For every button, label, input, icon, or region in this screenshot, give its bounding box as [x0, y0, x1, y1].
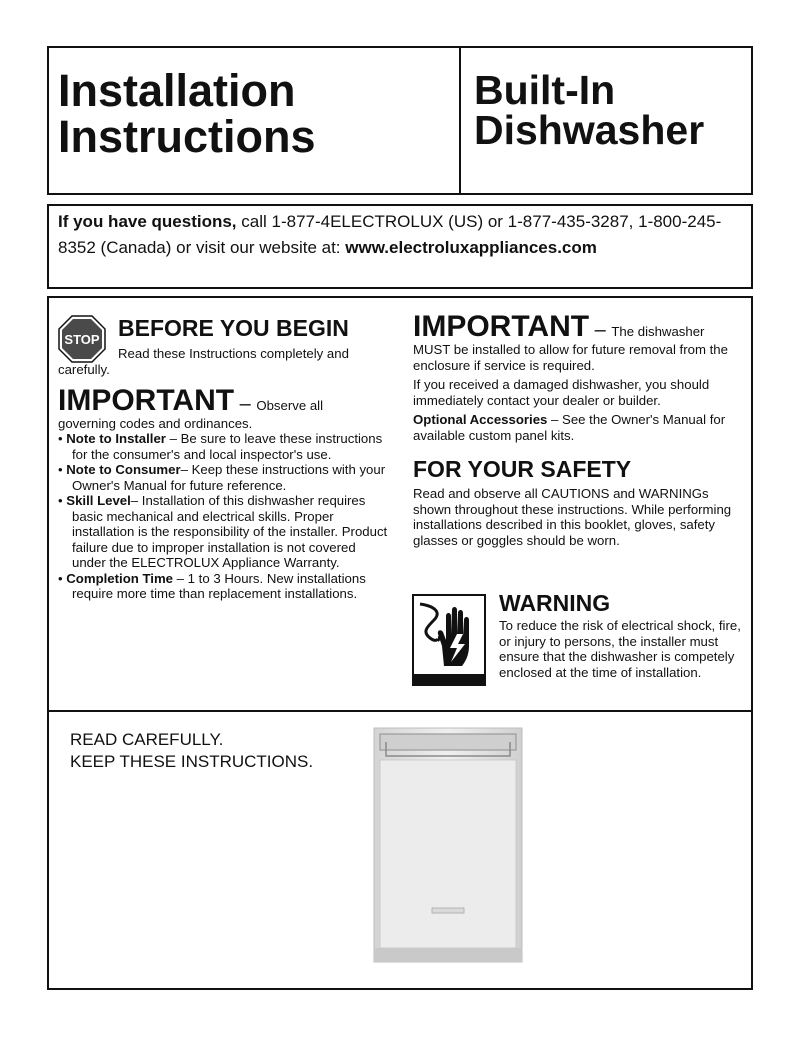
- keep-line: KEEP THESE INSTRUCTIONS.: [70, 752, 314, 771]
- list-item-label: Skill Level: [66, 493, 131, 508]
- keep-line: READ CAREFULLY.: [70, 730, 224, 749]
- before-you-begin-heading: BEFORE YOU BEGIN: [118, 315, 349, 341]
- before-you-begin-text: [58, 346, 388, 377]
- contact-text: call 1-877-4ELECTROLUX (US) or 1-877-435-3287, 1-800-245-8352 (Canada) or visit our website at:: [58, 212, 722, 257]
- dishwasher-image: [372, 726, 524, 964]
- list-item: • Note to Consumer– Keep these instructions with your Owner's Manual for future reference.: [58, 462, 386, 493]
- list-item: • Skill Level– Installation of this dishwasher requires basic mechanical and electrical skills. Proper installation is the responsibility of the installer. Product failure due to improper installation is not covered under the ELECTROLUX Appliance Warranty.: [58, 493, 388, 570]
- for-your-safety-heading: FOR YOUR SAFETY: [413, 456, 632, 482]
- keep-instructions-note: [70, 729, 313, 773]
- important-text: Observe all: [256, 398, 324, 413]
- important-text: The dishwasher: [611, 324, 705, 339]
- contact-lead: If you have questions,: [58, 212, 237, 231]
- installation-notes-list: [58, 431, 390, 602]
- list-item-text: – Keep these instructions with your Owner's Manual for future reference.: [72, 462, 386, 493]
- page-title-product: [474, 67, 705, 153]
- important-heading: IMPORTANT: [413, 310, 590, 343]
- title-line: Dishwasher: [474, 107, 705, 153]
- electric-shock-hand-icon: [412, 594, 486, 686]
- list-item: • Completion Time – 1 to 3 Hours. New installations require more time than replacement installations.: [58, 570, 366, 601]
- warning-text: To reduce the risk of electrical shock, fire, or injury to persons, the installer must ensure that the dishwasher is competely enclosed at the time of installation.: [499, 618, 741, 680]
- list-item-text: – Installation of this dishwasher requires basic mechanical and electrical skills. Proper installation is the responsibility of the installer. Product failure due to improper installation is not covered under the ELECTROLUX Appliance Warranty.: [72, 493, 388, 570]
- important-dash: –: [589, 319, 612, 341]
- safety-text: Read and observe all CAUTIONS and WARNINGs shown throughout these instructions. While performing installations described in this booklet, gloves, safety glasses or goggles should be worn.: [413, 486, 732, 548]
- header-divider: [459, 47, 461, 193]
- accessories-detail: – See the Owner's Manual for available custom panel kits.: [413, 412, 726, 443]
- stop-label: STOP: [64, 332, 100, 347]
- page-title-installation-instructions: [58, 65, 316, 162]
- before-text-line: Read these Instructions completely and: [118, 346, 349, 361]
- title-line: Built-In: [474, 67, 616, 113]
- list-item: • Note to Installer – Be sure to leave these instructions for the consumer's and local inspector's use.: [58, 431, 383, 462]
- before-text-line: carefully.: [58, 361, 110, 377]
- damaged-text: If you received a damaged dishwasher, you should immediately contact your dealer or builder.: [413, 377, 710, 408]
- important-dash: –: [234, 393, 257, 415]
- important-text: MUST be installed to allow for future removal from the enclosure if service is required.: [413, 342, 728, 373]
- important-heading: IMPORTANT: [58, 384, 235, 417]
- accessories-label: Optional Accessories: [413, 412, 548, 427]
- list-item-label: Note to Consumer: [66, 462, 181, 477]
- website-link[interactable]: www.electroluxappliances.com: [345, 238, 597, 257]
- list-item-text: – 1 to 3 Hours. New installations require more time than replacement installations.: [72, 570, 366, 601]
- title-line: Instructions: [58, 111, 316, 162]
- list-item-text: – Be sure to leave these instructions for the consumer's and local inspector's use.: [72, 431, 383, 462]
- contact-info: [58, 209, 748, 261]
- warning-heading: WARNING: [499, 590, 611, 616]
- list-item-label: Completion Time: [66, 570, 174, 586]
- accessories-text: [413, 412, 743, 443]
- main-divider: [48, 710, 753, 712]
- important-section-1: [58, 386, 388, 432]
- important-section-2: [413, 312, 743, 447]
- list-item-label: Note to Installer: [66, 431, 166, 446]
- title-line: Installation: [58, 65, 296, 116]
- important-text: governing codes and ordinances.: [58, 416, 253, 431]
